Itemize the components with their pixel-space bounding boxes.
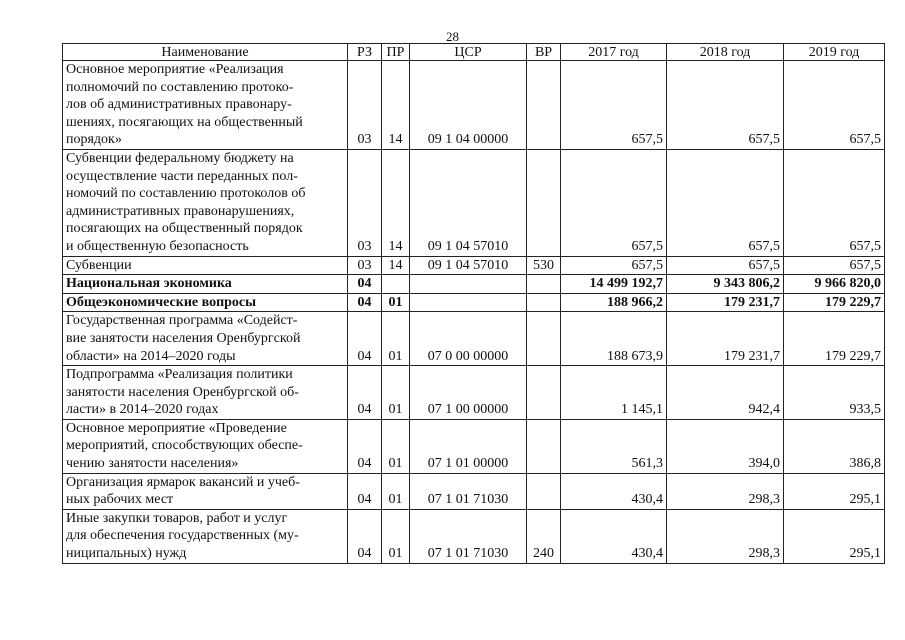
cell-vr [527,293,561,312]
cell-2018: 942,4 [667,366,784,420]
cell-name: Иные закупки товаров, работ и услуг для обеспечения государственных (му- ниципальных) нужд [63,509,348,563]
table-row [63,509,885,563]
cell-vr [527,149,561,256]
cell-csr: 07 1 01 71030 [410,473,527,509]
cell-2018: 179 231,7 [667,312,784,366]
cell-2017: 14 499 192,7 [561,275,667,294]
cell-2017: 430,4 [561,509,667,563]
cell-2019: 657,5 [784,149,885,256]
header-2019: 2019 год [784,44,885,61]
cell-2018: 657,5 [667,256,784,275]
cell-2018: 657,5 [667,61,784,150]
cell-2019: 295,1 [784,509,885,563]
cell-name: Основное мероприятие «Проведение мероприятий, способствующих обеспе- чению занятости населения» [63,419,348,473]
cell-name: Подпрограмма «Реализация политики занятости населения Оренбургской об- ласти» в 2014–2020 годах [63,366,348,420]
cell-vr: 530 [527,256,561,275]
cell-2017: 561,3 [561,419,667,473]
cell-2019: 295,1 [784,473,885,509]
cell-name: Государственная программа «Содейст- вие занятости населения Оренбургской области» на 2014–2020 годы [63,312,348,366]
cell-csr: 07 0 00 00000 [410,312,527,366]
cell-2017: 188 966,2 [561,293,667,312]
cell-2019: 386,8 [784,419,885,473]
cell-pr [382,275,410,294]
cell-2018: 298,3 [667,473,784,509]
cell-pr: 01 [382,293,410,312]
cell-vr [527,419,561,473]
cell-rz: 04 [348,312,382,366]
cell-csr: 07 1 01 71030 [410,509,527,563]
budget-table [62,43,885,564]
cell-2017: 1 145,1 [561,366,667,420]
cell-2018: 179 231,7 [667,293,784,312]
cell-2018: 657,5 [667,149,784,256]
cell-2019: 179 229,7 [784,293,885,312]
cell-pr: 14 [382,61,410,150]
cell-vr [527,61,561,150]
cell-name: Организация ярмарок вакансий и учеб- ных рабочих мест [63,473,348,509]
cell-name: Национальная экономика [63,275,348,294]
cell-2017: 657,5 [561,61,667,150]
cell-2017: 430,4 [561,473,667,509]
cell-name: Основное мероприятие «Реализация полномочий по составлению протоко- лов об административных правонару- шениях, посягающих на общественный порядок» [63,61,348,150]
cell-2017: 657,5 [561,149,667,256]
cell-2019: 179 229,7 [784,312,885,366]
cell-csr: 07 1 00 00000 [410,366,527,420]
cell-pr: 01 [382,312,410,366]
cell-2017: 188 673,9 [561,312,667,366]
cell-rz: 04 [348,275,382,294]
cell-pr: 01 [382,366,410,420]
cell-csr: 09 1 04 00000 [410,61,527,150]
cell-rz: 04 [348,293,382,312]
cell-vr [527,473,561,509]
cell-name: Общеэкономические вопросы [63,293,348,312]
cell-rz: 04 [348,366,382,420]
cell-pr: 14 [382,149,410,256]
header-name: Наименование [63,44,348,61]
cell-name: Субвенции [63,256,348,275]
cell-vr [527,366,561,420]
cell-csr: 09 1 04 57010 [410,256,527,275]
cell-vr [527,275,561,294]
cell-pr: 14 [382,256,410,275]
cell-csr [410,275,527,294]
cell-rz: 04 [348,419,382,473]
header-pr: ПР [382,44,410,61]
table-row [63,275,885,294]
header-2017: 2017 год [561,44,667,61]
table-row [63,419,885,473]
table-row [63,256,885,275]
table-body [63,61,885,564]
header-vr: ВР [527,44,561,61]
table-row [63,473,885,509]
table-row [63,149,885,256]
cell-rz: 04 [348,509,382,563]
cell-name: Субвенции федеральному бюджету на осуществление части переданных пол- номочий по составлению протоколов об административных правонарушениях, посягающих на общественный порядок и общественную безопасность [63,149,348,256]
cell-vr [527,312,561,366]
cell-csr: 09 1 04 57010 [410,149,527,256]
cell-vr: 240 [527,509,561,563]
cell-csr: 07 1 01 00000 [410,419,527,473]
header-2018: 2018 год [667,44,784,61]
cell-rz: 03 [348,61,382,150]
cell-2019: 9 966 820,0 [784,275,885,294]
table-row [63,312,885,366]
cell-pr: 01 [382,473,410,509]
page-number: 28 [446,29,459,44]
cell-csr [410,293,527,312]
cell-2018: 9 343 806,2 [667,275,784,294]
cell-rz: 03 [348,149,382,256]
header-rz: РЗ [348,44,382,61]
table-row [63,293,885,312]
cell-2018: 298,3 [667,509,784,563]
cell-rz: 04 [348,473,382,509]
cell-pr: 01 [382,509,410,563]
cell-2017: 657,5 [561,256,667,275]
cell-rz: 03 [348,256,382,275]
cell-2019: 933,5 [784,366,885,420]
table-header-row [63,44,885,61]
table-row [63,366,885,420]
table-row [63,61,885,150]
cell-2019: 657,5 [784,256,885,275]
header-csr: ЦСР [410,44,527,61]
cell-2019: 657,5 [784,61,885,150]
cell-pr: 01 [382,419,410,473]
cell-2018: 394,0 [667,419,784,473]
